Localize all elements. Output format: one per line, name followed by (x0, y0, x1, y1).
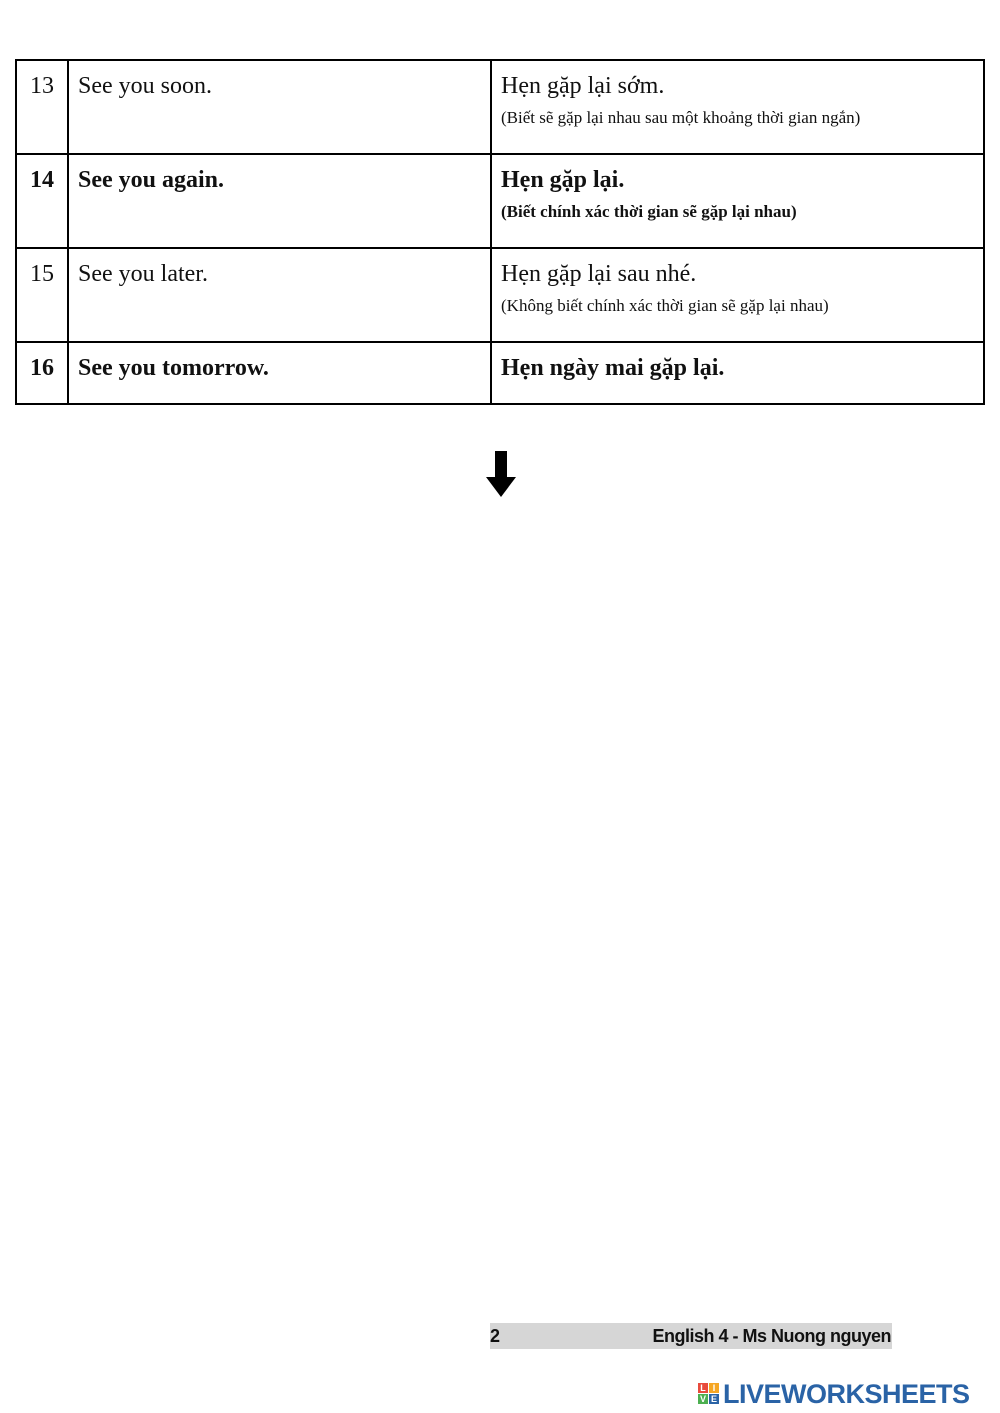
english-phrase: See you later. (68, 248, 491, 342)
page-number: 2 (490, 1326, 501, 1346)
row-number: 16 (16, 342, 68, 404)
mark-letter: L (698, 1383, 708, 1393)
row-number: 15 (16, 248, 68, 342)
usage-note: (Không biết chính xác thời gian sẽ gặp lại nhau) (501, 296, 829, 315)
table-row (16, 342, 984, 404)
table-row (16, 154, 984, 248)
row-number: 14 (16, 154, 68, 248)
vietnamese-cell (491, 342, 984, 404)
row-number: 13 (16, 60, 68, 154)
table-row (16, 60, 984, 154)
liveworksheets-mark-icon (698, 1383, 720, 1405)
page-footer (490, 1323, 892, 1349)
mark-letter: V (699, 1394, 706, 1404)
english-phrase: See you soon. (68, 60, 491, 154)
usage-note: (Biết sẽ gặp lại nhau sau một khoảng thời gian ngắn) (501, 108, 861, 127)
english-phrase: See you again. (68, 154, 491, 248)
vietnamese-cell (491, 154, 984, 248)
mark-letter: E (710, 1394, 717, 1404)
footer-title: English 4 - Ms Nuong nguyen (652, 1326, 891, 1346)
liveworksheets-logo (698, 1380, 970, 1408)
english-phrase: See you tomorrow. (68, 342, 491, 404)
vietnamese-phrase: Hẹn gặp lại sớm. (501, 73, 665, 99)
vietnamese-phrase: Hẹn gặp lại sau nhé. (501, 261, 697, 287)
mark-letter: I (709, 1383, 719, 1393)
vietnamese-cell (491, 60, 984, 154)
vietnamese-phrase: Hẹn ngày mai gặp lại. (501, 355, 725, 381)
usage-note: (Biết chính xác thời gian sẽ gặp lại nhau) (501, 202, 797, 221)
phrase-table (15, 59, 985, 405)
liveworksheets-wordmark: LIVEWORKSHEETS (723, 1378, 970, 1409)
arrow-down-icon (486, 451, 516, 497)
vietnamese-cell (491, 248, 984, 342)
table-row (16, 248, 984, 342)
vietnamese-phrase: Hẹn gặp lại. (501, 167, 625, 193)
